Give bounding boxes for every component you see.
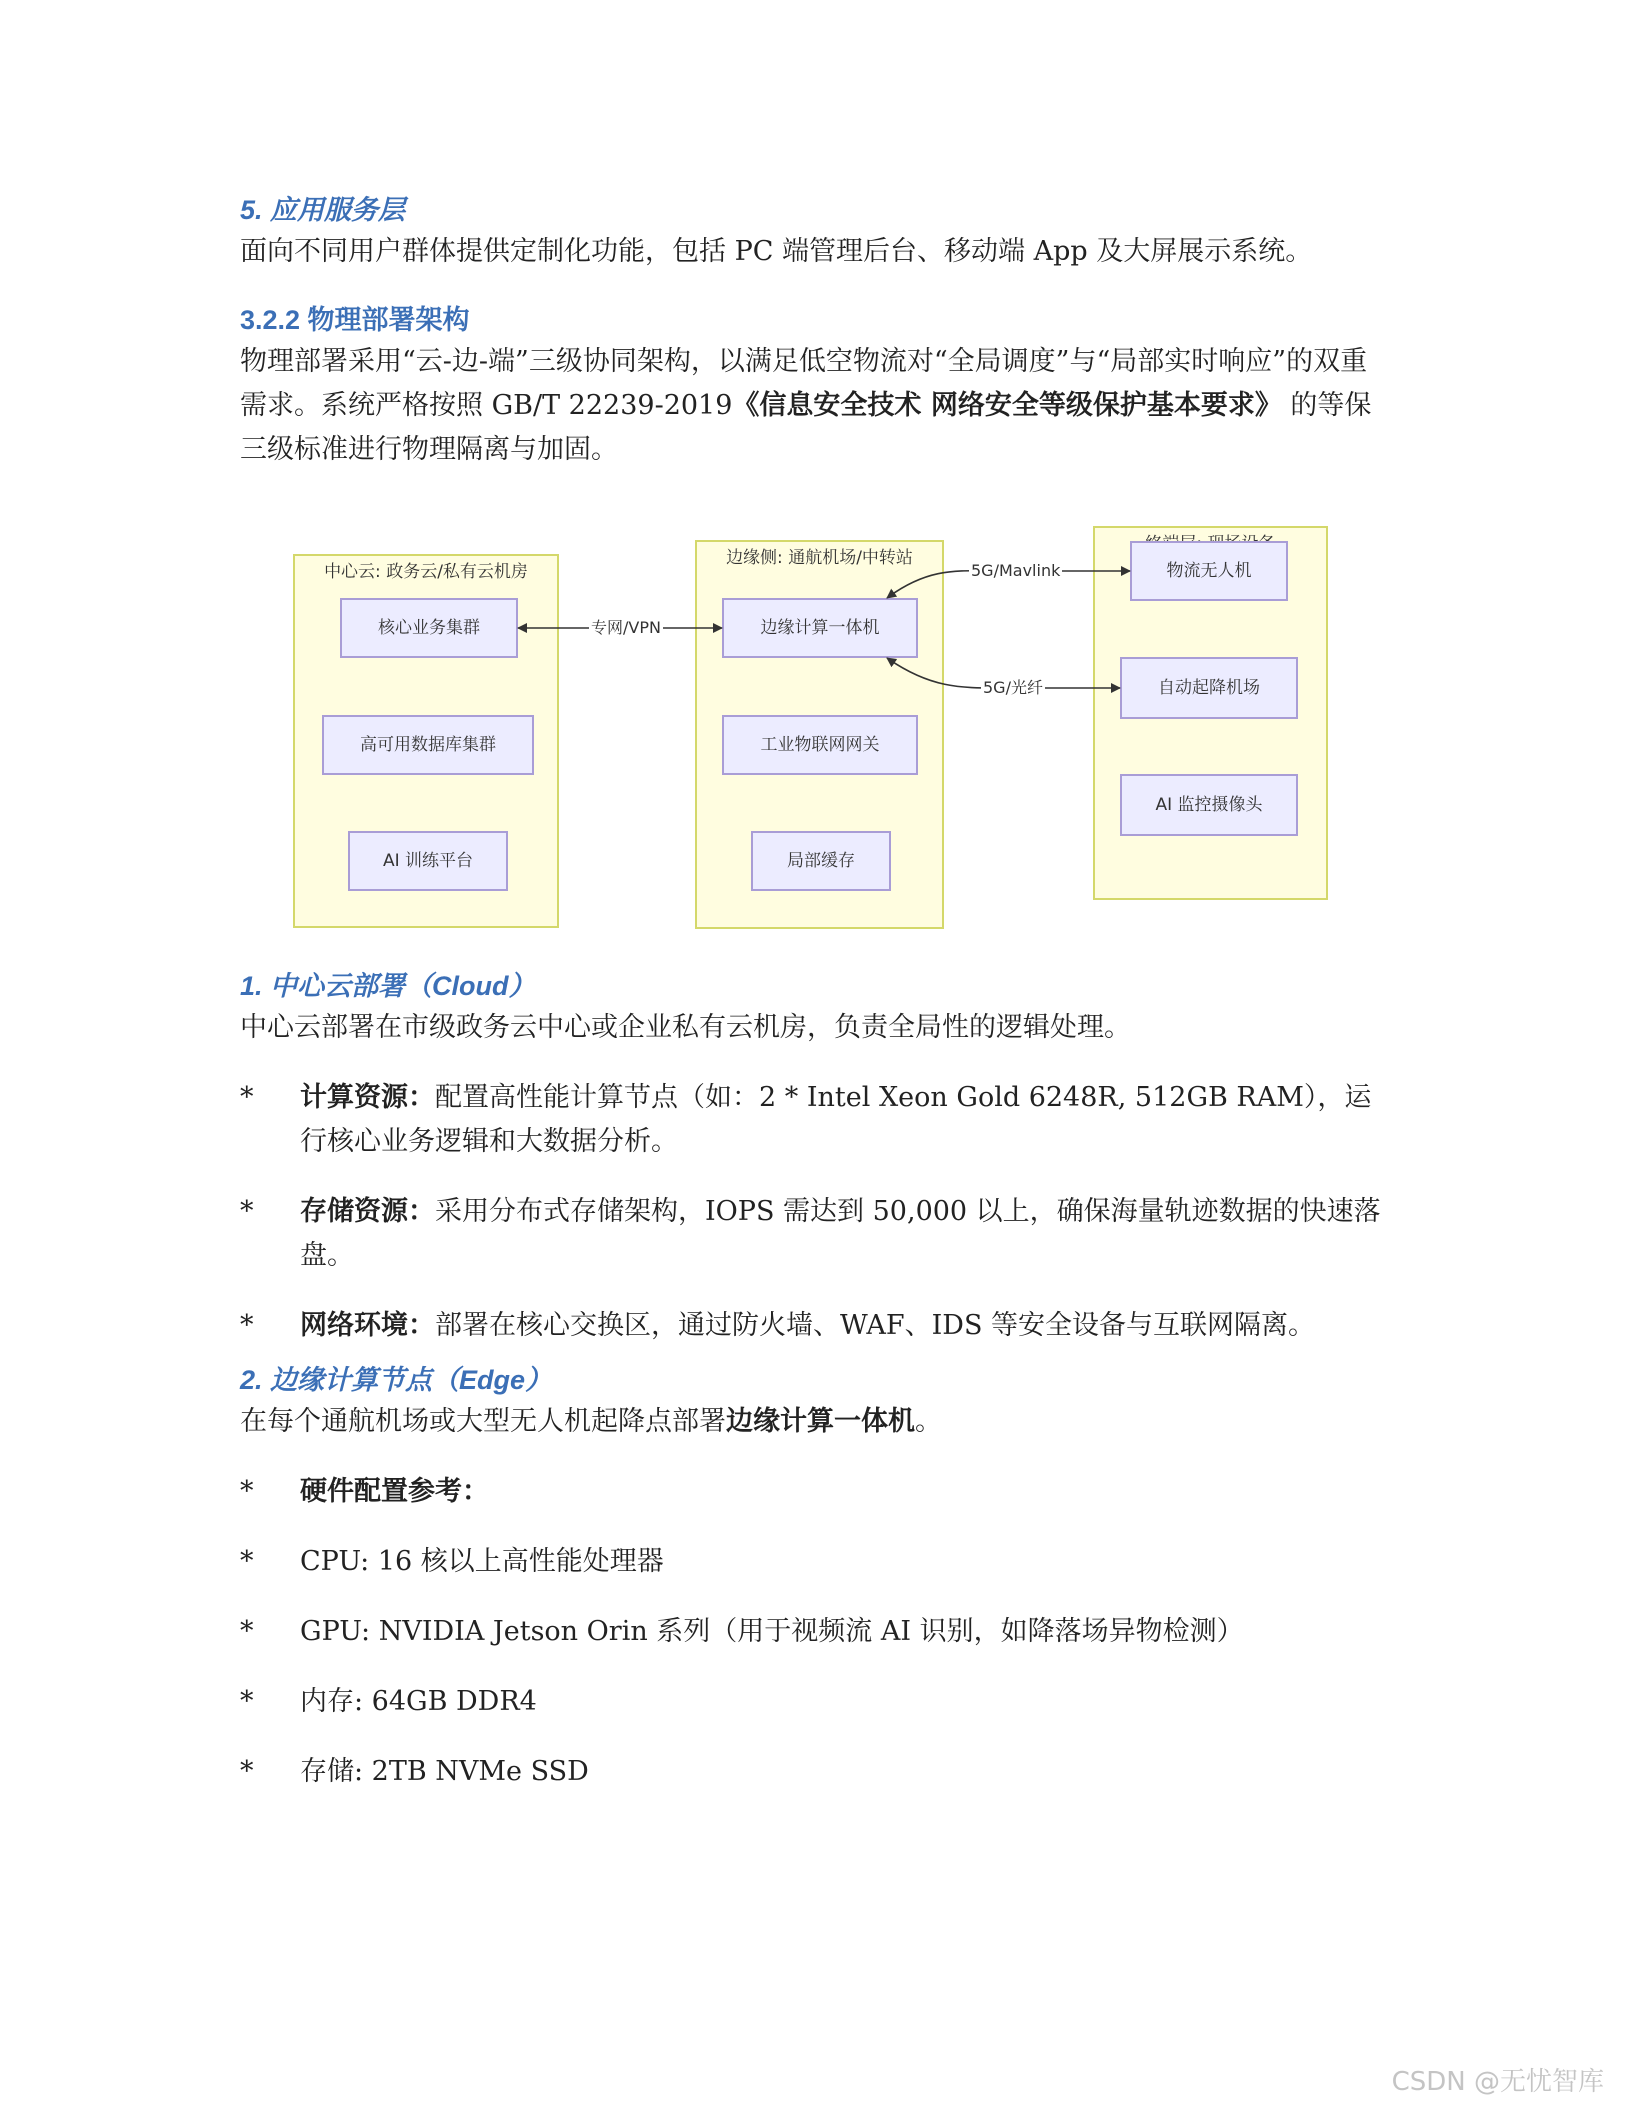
bullet-content: [300, 1190, 1390, 1278]
bullet-text: 采用分布式存储架构，IOPS 需达到 50,000 以上，确保海量轨迹数据的快速落盘。: [300, 1196, 1381, 1271]
edge-item-cpu: [240, 1540, 1390, 1584]
edge-intro: [240, 1400, 1390, 1444]
edge-intro-pre: 在每个通航机场或大型无人机起降点部署: [240, 1406, 726, 1437]
section-322-body: [240, 340, 1390, 472]
edge-hw-header: [240, 1470, 1390, 1514]
bullet-text: CPU: 16 核以上高性能处理器: [300, 1546, 664, 1577]
bullet-label: 计算资源：: [300, 1082, 435, 1113]
bullet-mark: *: [240, 1196, 254, 1227]
group-edge-title: 边缘侧: 通航机场/中转站: [726, 548, 913, 568]
node-ai-camera: AI 监控摄像头: [1120, 774, 1298, 836]
node-drone: 物流无人机: [1130, 541, 1288, 601]
node-edge-box: 边缘计算一体机: [722, 598, 918, 658]
edge-section-title: 2. 边缘计算节点（Edge）: [240, 1365, 553, 1395]
node-ai-training: AI 训练平台: [348, 831, 508, 891]
bullet-mark: *: [240, 1082, 254, 1113]
edge-intro-post: 。: [915, 1406, 942, 1437]
document-page: [240, 190, 1390, 1794]
cloud-item-storage: [240, 1190, 1390, 1278]
bullet-content: [300, 1076, 1390, 1164]
bullet-mark: *: [240, 1616, 254, 1647]
bullet-mark: *: [240, 1476, 254, 1507]
node-auto-airport: 自动起降机场: [1120, 657, 1298, 719]
diagram-connectors: [240, 496, 1390, 942]
edge-intro-bold: 边缘计算一体机: [726, 1406, 915, 1437]
bullet-mark: *: [240, 1546, 254, 1577]
bullet-content: [300, 1304, 1315, 1348]
bullet-mark: *: [240, 1310, 254, 1341]
bullet-text: 存储: 2TB NVMe SSD: [300, 1756, 589, 1787]
bullet-text: GPU: NVIDIA Jetson Orin 系列（用于视频流 AI 识别，如降落场异物检测）: [300, 1616, 1244, 1647]
architecture-diagram: [240, 496, 1390, 942]
group-cloud-title: 中心云: 政务云/私有云机房: [324, 562, 528, 582]
bullet-mark: *: [240, 1756, 254, 1787]
section-322-body-pre: 物理部署采用“云-边-端”三级协同架构，以满足低空物流对“全局调度”与“局部实时响应”的双重需求。系统严格按照 GB/T 22239-2019: [240, 346, 1368, 421]
cloud-item-network: [240, 1304, 1390, 1348]
bullet-mark: *: [240, 1686, 254, 1717]
watermark: CSDN @无忧智库: [1391, 2067, 1604, 2097]
edge-item-memory: [240, 1680, 1390, 1724]
bullet-label: 存储资源：: [300, 1196, 435, 1227]
section-322-body-post: 的等保三级标准进行物理隔离与加固。: [240, 390, 1372, 465]
bullet-text: 内存: 64GB DDR4: [300, 1686, 537, 1717]
cloud-intro: 中心云部署在市级政务云中心或企业私有云机房，负责全局性的逻辑处理。: [240, 1012, 1131, 1043]
cloud-section-title: 1. 中心云部署（Cloud）: [240, 971, 536, 1001]
bullet-text: 部署在核心交换区，通过防火墙、WAF、IDS 等安全设备与互联网隔离。: [435, 1310, 1316, 1341]
section-322-title: 3.2.2 物理部署架构: [240, 305, 470, 335]
edge-label-mavlink: 5G/Mavlink: [971, 561, 1061, 580]
section-5-body: 面向不同用户群体提供定制化功能，包括 PC 端管理后台、移动端 App 及大屏展示系统。: [240, 236, 1313, 267]
node-core-cluster: 核心业务集群: [340, 598, 518, 658]
cloud-item-compute: [240, 1076, 1390, 1164]
edge-label-vpn: 专网/VPN: [591, 618, 661, 637]
node-local-cache: 局部缓存: [751, 831, 891, 891]
standard-name: 《信息安全技术 网络安全等级保护基本要求》: [732, 390, 1282, 421]
edge-item-gpu: [240, 1610, 1390, 1654]
node-ha-db-cluster: 高可用数据库集群: [322, 715, 534, 775]
edge-label-fiber: 5G/光纤: [983, 678, 1043, 697]
bullet-text: 配置高性能计算节点（如：2 * Intel Xeon Gold 6248R, 512GB RAM），运行核心业务逻辑和大数据分析。: [300, 1082, 1372, 1157]
section-5-title: 5. 应用服务层: [240, 195, 406, 225]
edge-item-storage: [240, 1750, 1390, 1794]
bullet-label: 网络环境：: [300, 1310, 435, 1341]
bullet-label: 硬件配置参考：: [300, 1476, 489, 1507]
node-iot-gateway: 工业物联网网关: [722, 715, 918, 775]
